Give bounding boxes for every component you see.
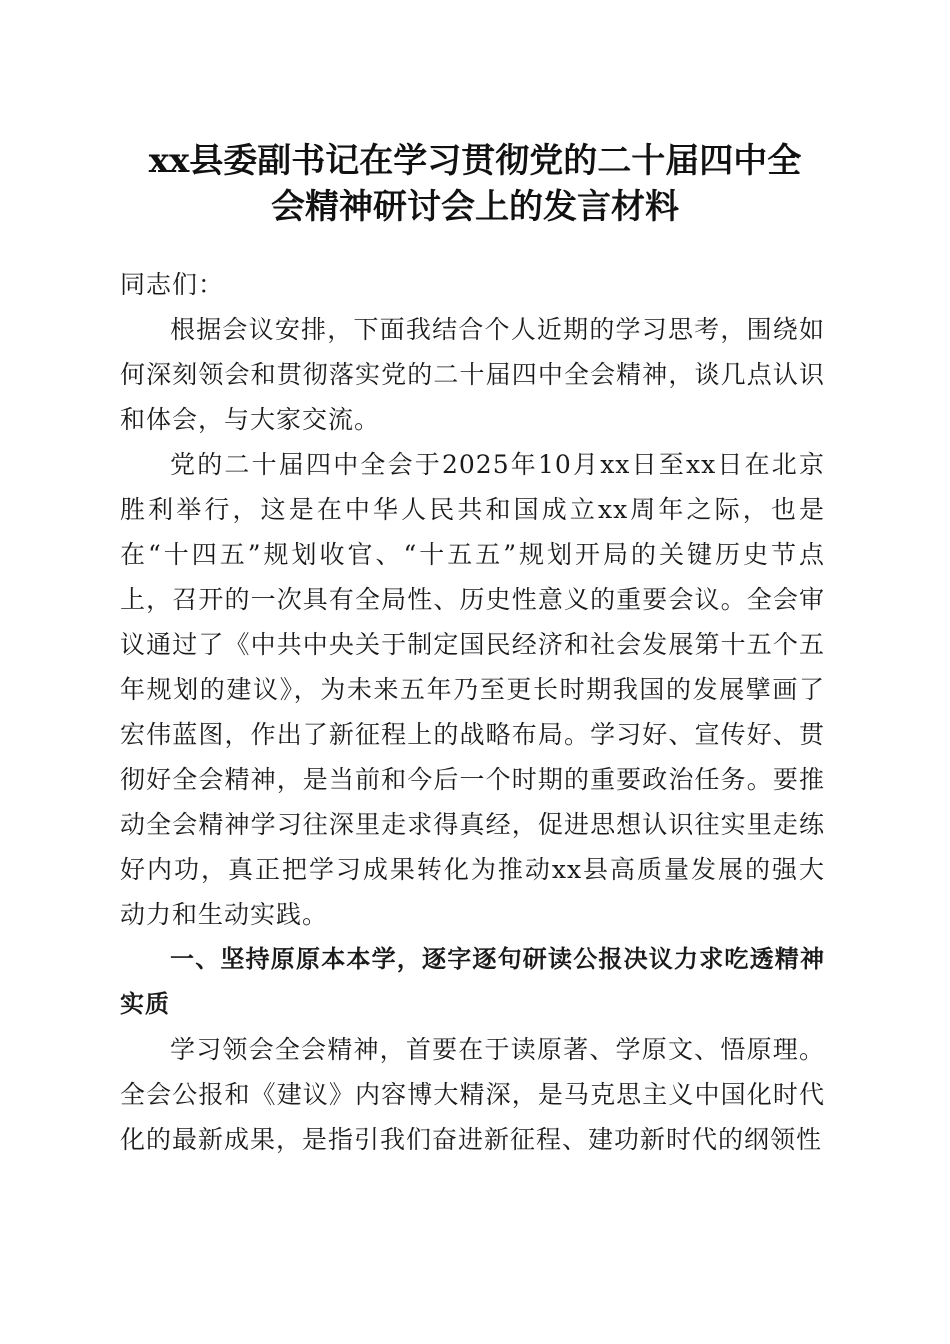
document-title [95,138,855,230]
section-heading-1: 一、坚持原原本本学，逐字逐句研读公报决议力求吃透精神实质 [120,945,825,1018]
paragraph-intro: 根据会议安排，下面我结合个人近期的学习思考，围绕如何深刻领会和贯彻落实党的二十届四中全会精神，谈几点认识和体会，与大家交流。 [120,315,825,434]
paragraph-background: 党的二十届四中全会于2025年10月xx日至xx日在北京胜利举行，这是在中华人民共和国成立xx周年之际，也是在“十四五”规划收官、“十五五”规划开局的关键历史节点上，召开的一次具有全局性、历史性意义的重要会议。全会审议通过了《中共中央关于制定国民经济和社会发展第十五个五年规划的建议》，为未来五年乃至更长时期我国的发展擘画了宏伟蓝图，作出了新征程上的战略布局。学习好、宣传好、贯彻好全会精神，是当前和今后一个时期的重要政治任务。要推动全会精神学习往深里走求得真经，促进思想认识往实里走练好内功，真正把学习成果转化为推动xx县高质量发展的强大动力和生动实践。 [120,450,825,929]
section-paragraph-1: 学习领会全会精神，首要在于读原著、学原文、悟原理。全会公报和《建议》内容博大精深，是马克思主义中国化时代化的最新成果，是指引我们奋进新征程、建功新时代的纲领性 [120,1035,825,1154]
title-line-2: 会精神研讨会上的发言材料 [271,187,679,227]
title-line-1: xx县委副书记在学习贯彻党的二十届四中全 [148,141,802,181]
salutation: 同志们： [120,270,225,299]
document-body [120,262,825,1162]
